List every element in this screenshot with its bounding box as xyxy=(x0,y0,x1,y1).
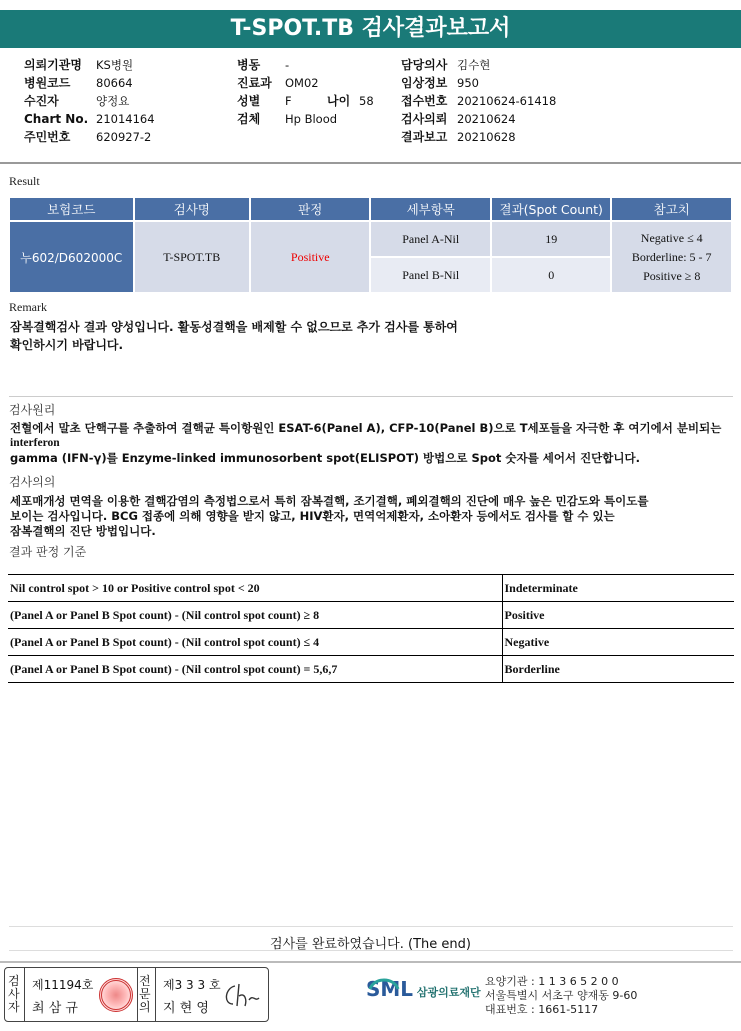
sig-divider xyxy=(24,968,25,1021)
org-value: KS병원 xyxy=(96,58,134,72)
footer-divider xyxy=(0,961,741,963)
chart-no-value: 21014164 xyxy=(96,112,155,126)
department-value: OM02 xyxy=(285,76,319,90)
reference-range xyxy=(612,222,731,292)
remark-divider xyxy=(9,396,733,397)
specialist-vertical-label: 전 문 의 xyxy=(139,974,151,1014)
table-row xyxy=(8,575,734,602)
principle-line: interferon xyxy=(10,437,60,449)
chart-no-label: Chart No. xyxy=(24,112,89,126)
remark-line: 잠복결핵검사 결과 양성입니다. 활동성결핵을 배제할 수 없으므로 추가 검사를 통하여 xyxy=(10,320,458,334)
header-divider xyxy=(0,162,741,164)
panel-a-result: 19 xyxy=(492,222,611,256)
sex-value: F xyxy=(285,94,292,108)
table-row xyxy=(8,656,734,683)
institution-code: 요양기관 : 1 1 3 6 5 2 0 0 xyxy=(485,975,619,988)
sig-divider xyxy=(155,968,156,1021)
table-row xyxy=(8,629,734,656)
col-header-item: 세부항목 xyxy=(371,198,490,220)
criteria-label: 결과 판정 기준 xyxy=(9,545,87,559)
header-col2 xyxy=(237,56,374,128)
resident-no-value: 620927-2 xyxy=(96,130,152,144)
remark-label: Remark xyxy=(9,300,47,314)
resident-no-label: 주민번호 xyxy=(24,130,71,144)
specimen-label: 검체 xyxy=(237,112,261,126)
significance-label: 검사의의 xyxy=(9,475,56,489)
doctor-value: 김수현 xyxy=(457,58,491,72)
significance-line: 잠복결핵의 진단 방법입니다. xyxy=(10,524,156,538)
panel-b-result: 0 xyxy=(492,258,611,292)
principle-label: 검사원리 xyxy=(9,403,56,417)
col-header-judgment: 판정 xyxy=(251,198,370,220)
signature-icon xyxy=(221,980,261,1010)
col-header-code: 보험코드 xyxy=(10,198,133,220)
signature-box xyxy=(4,967,269,1022)
specialist-no: 제3 3 3 호 xyxy=(163,978,221,992)
institution-address: 서울특별시 서초구 양재동 9-60 xyxy=(485,989,638,1002)
org-name: 삼광의료재단 xyxy=(416,986,481,999)
principle-line: 전혈에서 말초 단핵구를 추출하여 결핵균 특이항원인 ESAT-6(Panel A), CFP-10(Panel B)으로 T세포들을 자극한 후 여기에서 분비되는 xyxy=(10,421,722,435)
result-label: Result xyxy=(9,174,40,188)
department-label: 진료과 xyxy=(237,76,272,90)
test-name: T-SPOT.TB xyxy=(135,222,249,292)
receipt-no-label: 접수번호 xyxy=(401,94,448,108)
institution-phone: 대표번호 : 1661-5117 xyxy=(485,1003,599,1016)
patient-label: 수진자 xyxy=(24,94,59,108)
col-header-reference: 참고치 xyxy=(612,198,731,220)
institution-info xyxy=(485,975,637,1017)
end-text: 검사를 완료하였습니다. (The end) xyxy=(270,937,471,952)
clinical-info-label: 임상정보 xyxy=(401,76,448,90)
reference-positive: Positive ≥ 8 xyxy=(643,268,701,283)
criteria-condition: Nil control spot > 10 or Positive control spot < 20 xyxy=(8,575,502,602)
request-date-label: 검사의뢰 xyxy=(401,112,448,126)
hospital-code-value: 80664 xyxy=(96,76,133,90)
doctor-label: 담당의사 xyxy=(401,58,448,72)
seal-stamp-icon xyxy=(99,978,133,1012)
hospital-code-label: 병원코드 xyxy=(24,76,71,90)
result-header-row xyxy=(10,198,731,220)
end-divider-top xyxy=(9,926,733,927)
end-divider-bottom xyxy=(9,950,733,951)
sex-label: 성별 xyxy=(237,94,261,108)
panel-a-item: Panel A-Nil xyxy=(371,222,490,256)
examiner-no: 제11194호 xyxy=(32,978,94,992)
criteria-condition: (Panel A or Panel B Spot count) - (Nil control spot count) ≤ 4 xyxy=(8,629,502,656)
logo-text: SML xyxy=(366,977,414,1001)
ward-label: 병동 xyxy=(237,58,261,72)
reference-negative: Negative ≤ 4 xyxy=(640,230,703,245)
report-date-label: 결과보고 xyxy=(401,130,448,144)
sig-divider xyxy=(137,968,138,1021)
result-table xyxy=(8,196,733,294)
significance-text xyxy=(10,494,648,539)
judgment-value: Positive xyxy=(251,222,370,292)
criteria-table xyxy=(8,574,734,683)
significance-line: 보이는 검사입니다. BCG 접종에 의해 영향을 받지 않고, HIV환자, 면역억제환자, 소아환자 등에서도 검사를 할 수 있는 xyxy=(10,509,615,523)
insurance-code: 누602/D602000C xyxy=(10,222,133,292)
request-date-value: 20210624 xyxy=(457,112,516,126)
col-header-result: 결과(Spot Count) xyxy=(492,198,611,220)
principle-text xyxy=(10,421,721,466)
remark-line: 확인하시기 바랍니다. xyxy=(10,338,124,352)
table-row xyxy=(10,222,731,256)
criteria-condition: (Panel A or Panel B Spot count) - (Nil control spot count) ≥ 8 xyxy=(8,602,502,629)
header-col3 xyxy=(401,56,556,146)
ward-value: - xyxy=(285,58,290,72)
examiner-name: 최 삼 규 xyxy=(32,1001,78,1016)
table-row xyxy=(8,602,734,629)
criteria-result: Borderline xyxy=(502,656,734,683)
remark-text xyxy=(10,318,458,354)
criteria-result: Negative xyxy=(502,629,734,656)
principle-line: gamma (IFN-γ)를 Enzyme-linked immunosorbent spot(ELISPOT) 방법으로 Spot 숫자를 세어서 진단합니다. xyxy=(10,451,640,465)
receipt-no-value: 20210624-61418 xyxy=(457,94,557,108)
report-title: T-SPOT.TB 검사결과보고서 xyxy=(0,10,741,48)
specialist-name: 지 현 영 xyxy=(163,1001,209,1016)
org-label: 의뢰기관명 xyxy=(24,58,82,72)
specimen-value: Hp Blood xyxy=(285,112,338,126)
header-col1 xyxy=(24,56,155,146)
patient-value: 양정요 xyxy=(96,94,130,108)
report-date-value: 20210628 xyxy=(457,130,516,144)
col-header-test: 검사명 xyxy=(135,198,249,220)
sml-logo xyxy=(366,977,481,1001)
age-label: 나이 xyxy=(327,94,351,108)
criteria-result: Positive xyxy=(502,602,734,629)
panel-b-item: Panel B-Nil xyxy=(371,258,490,292)
examiner-vertical-label: 검 사 자 xyxy=(8,974,20,1014)
criteria-condition: (Panel A or Panel B Spot count) - (Nil control spot count) = 5,6,7 xyxy=(8,656,502,683)
age-value: 58 xyxy=(359,94,374,108)
significance-line: 세포매개성 면역을 이용한 결핵감염의 측정법으로서 특히 잠복결핵, 조기결핵, 폐외결핵의 진단에 매우 높은 민감도와 특이도를 xyxy=(10,494,649,508)
clinical-info-value: 950 xyxy=(457,76,479,90)
reference-borderline: Borderline: 5 - 7 xyxy=(631,249,712,264)
sml-logo-icon xyxy=(364,973,404,1013)
criteria-result: Indeterminate xyxy=(502,575,734,602)
